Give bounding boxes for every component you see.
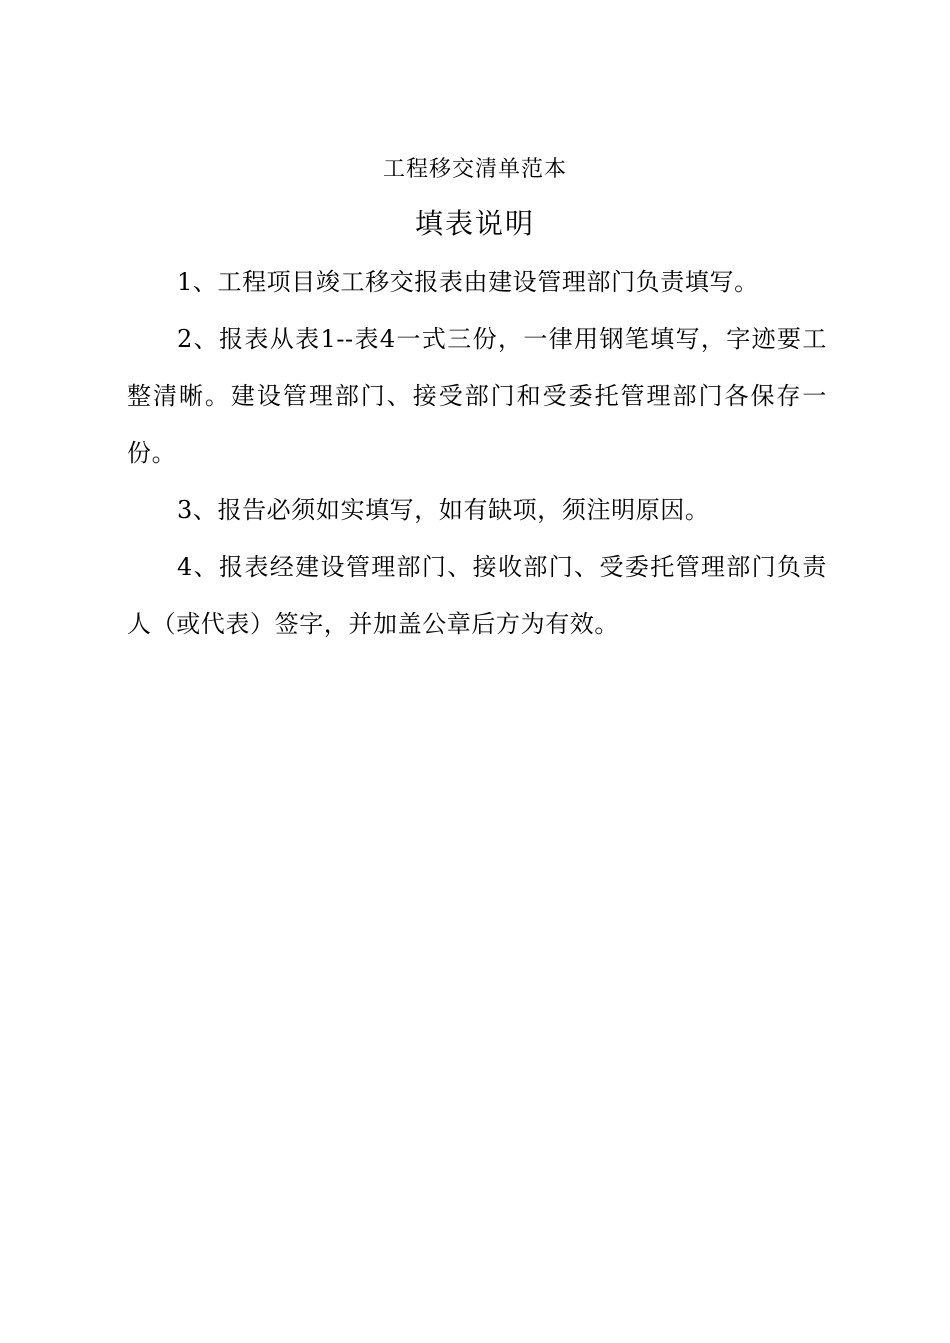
section-title: 填表说明 xyxy=(414,207,535,240)
instructions-body xyxy=(127,254,827,653)
instruction-paragraph-3: 3、报告必须如实填写，如有缺项，须注明原因。 xyxy=(177,496,710,524)
document-title: 工程移交清单范本 xyxy=(382,157,567,182)
instruction-paragraph-1: 1、工程项目竣工移交报表由建设管理部门负责填写。 xyxy=(177,268,759,296)
instruction-paragraph-4: 4、报表经建设管理部门、接收部门、受委托管理部门负责人（或代表）签字，并加盖公章后方为有效。 xyxy=(127,553,827,638)
instruction-paragraph-2: 2、报表从表1--表4一式三份，一律用钢笔填写，字迹要工整清晰。建设管理部门、接受部门和受委托管理部门各保存一份。 xyxy=(127,325,827,467)
